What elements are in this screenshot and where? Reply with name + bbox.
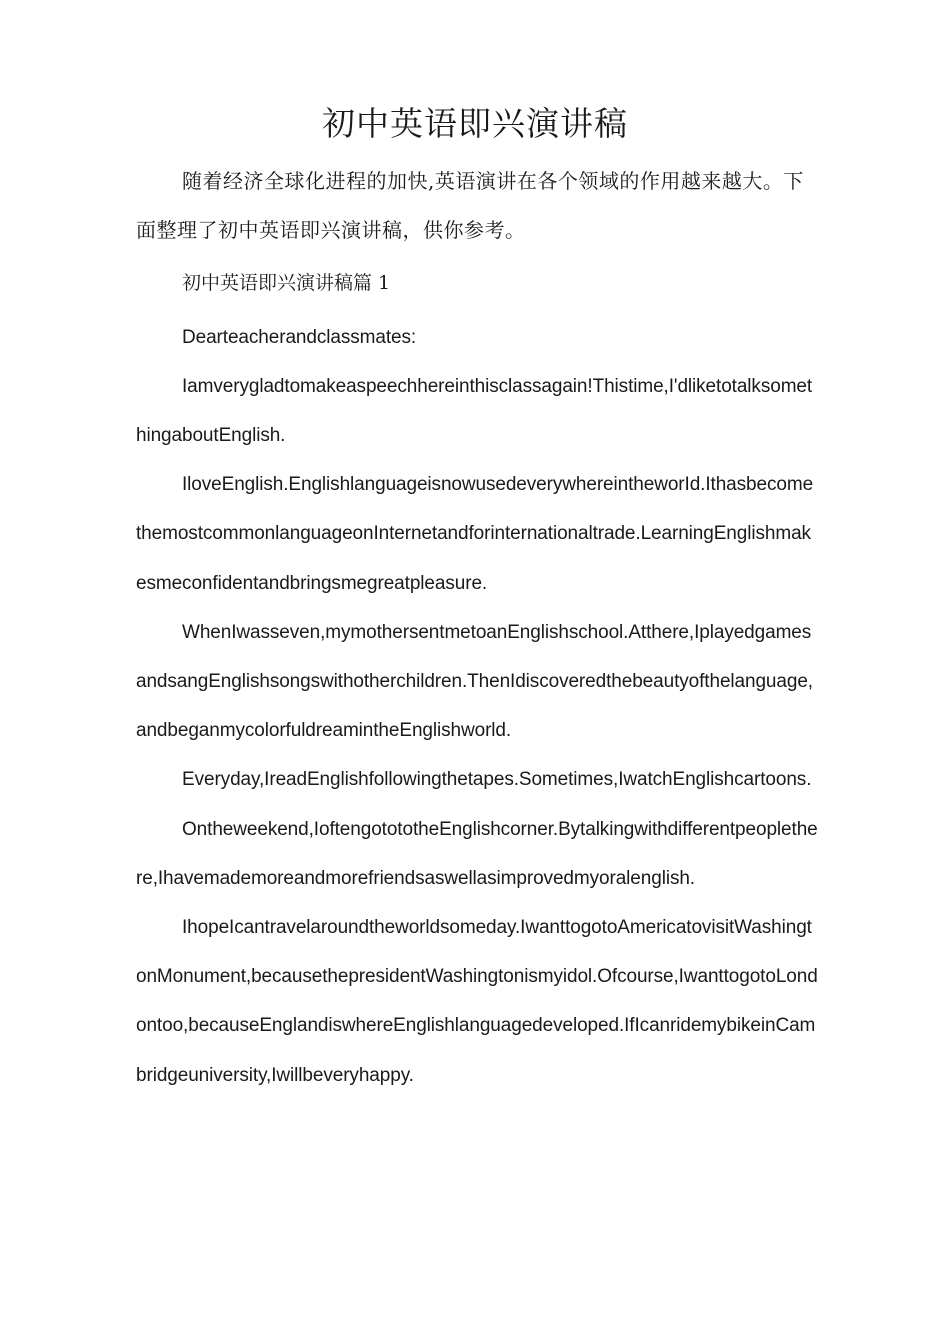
section-heading: 初中英语即兴演讲稿篇 1 [182, 272, 391, 295]
salutation-paragraph: Dearteacherandclassmates: [182, 326, 417, 348]
speech-paragraph: WhenIwasseven,mymothersentmetoanEnglishschool.Atthere,IplayedgamesandsangEnglishsongswithotherchildren.ThenIdiscoveredthebeautyofthelanguage,andbeganmycolorfuldreamintheEnglishworld. [136, 621, 813, 742]
speech-paragraph: IhopeIcantravelaroundtheworldsomeday.IwanttogotoAmericatovisitWashingtonMonument,becausethepresidentWashingtonismyidol.Ofcourse,IwanttogotoLondontoo,becauseEnglandiswhereEnglishlanguagedeveloped.IfIcanridemybikeinCambridgeuniversity,Iwillbeveryhappy. [136, 917, 818, 1086]
document-title: 初中英语即兴演讲稿 [322, 104, 628, 143]
speech-paragraph: Everyday,IreadEnglishfollowingthetapes.Sometimes,IwatchEnglishcartoons. [182, 769, 812, 791]
speech-paragraph: IloveEnglish.EnglishlanguageisnowusedeverywhereintheworId.IthasbecomethemostcommonlanguageonInternetandforinternationaltrade.LearningEnglishmakesmeconfidentandbringsmegreatpleasure. [136, 474, 814, 594]
speech-paragraph: Ontheweekend,IoftengotototheEnglishcorner.Bytalkingwithdifferentpeoplethere,Ihavemademoreandmorefriendsaswellasimprovedmyoralenglish. [136, 818, 818, 889]
speech-paragraph: Iamverygladtomakeaspeechhereinthisclassagain!Thistime,I'dliketotalksomethingaboutEnglish. [136, 375, 813, 447]
intro-paragraph: 随着经济全球化进程的加快,英语演讲在各个领域的作用越来越大。下面整理了初中英语即兴演讲稿，供你参考。 [136, 169, 804, 243]
document-body [136, 157, 818, 1100]
